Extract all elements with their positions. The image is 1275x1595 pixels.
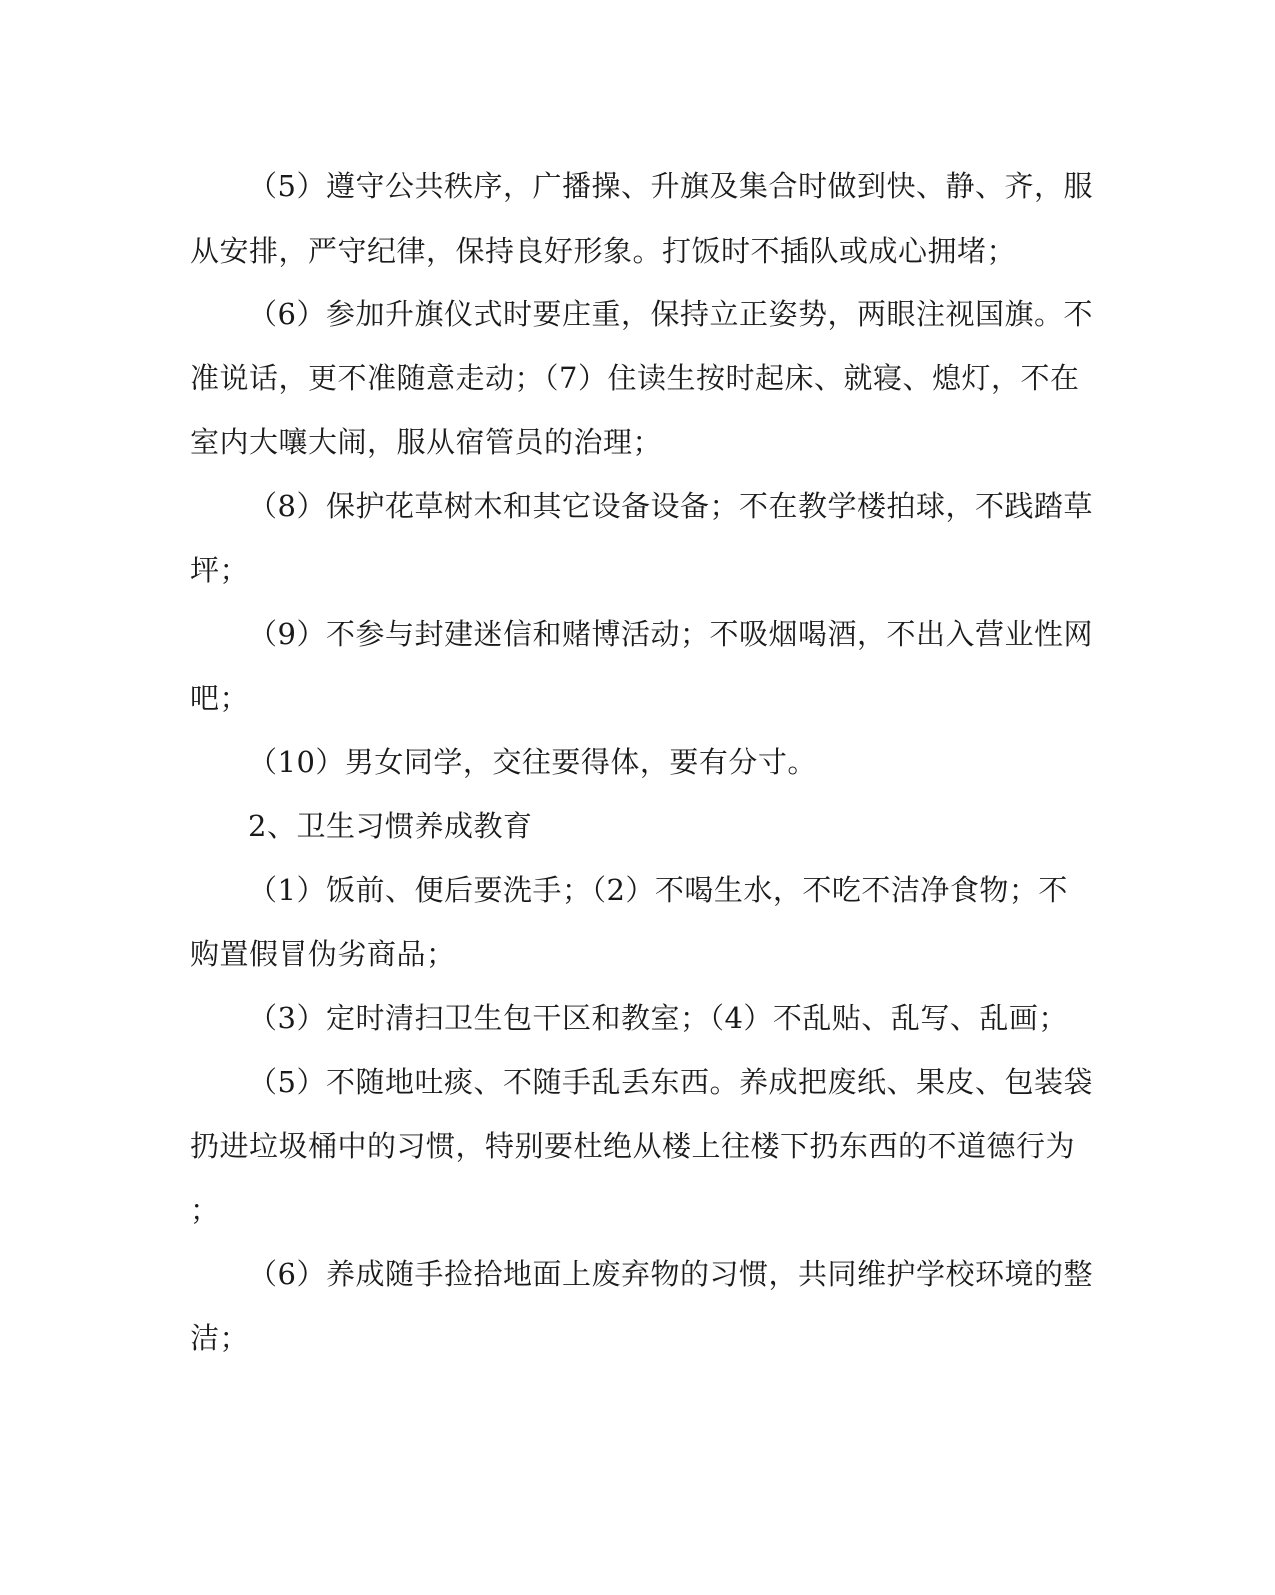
paragraph-line: （1）饭前、便后要洗手；（2）不喝生水，不吃不洁净食物；不: [248, 873, 1068, 907]
paragraph-line: （6）养成随手捡拾地面上废弃物的习惯，共同维护学校环境的整: [248, 1257, 1093, 1291]
paragraph-line: （10）男女同学，交往要得体，要有分寸。: [248, 745, 817, 779]
paragraph-line: （5）不随地吐痰、不随手乱丢东西。养成把废纸、果皮、包装袋: [248, 1065, 1093, 1099]
paragraph-line: （5）遵守公共秩序，广播操、升旗及集合时做到快、静、齐，服: [248, 169, 1093, 203]
paragraph-line: 购置假冒伪劣商品；: [190, 937, 456, 971]
paragraph-line: 扔进垃圾桶中的习惯，特别要杜绝从楼上往楼下扔东西的不道德行为: [190, 1129, 1076, 1163]
paragraph-line: （3）定时清扫卫生包干区和教室；（4）不乱贴、乱写、乱画；: [248, 1001, 1068, 1035]
paragraph-line: 洁；: [190, 1321, 250, 1355]
paragraph-line: 坪；: [190, 553, 250, 587]
paragraph-line: 准说话，更不准随意走动；（7）住读生按时起床、就寝、熄灯，不在: [190, 361, 1080, 395]
paragraph-line: （8）保护花草树木和其它设备设备；不在教学楼拍球，不践踏草: [248, 489, 1093, 523]
paragraph-line: （6）参加升旗仪式时要庄重，保持立正姿势，两眼注视国旗。不: [248, 297, 1093, 331]
paragraph-line: 室内大嚷大闹，服从宿管员的治理；: [190, 425, 663, 459]
paragraph-line: 吧；: [190, 681, 250, 715]
paragraph-line: （9）不参与封建迷信和赌博活动；不吸烟喝酒，不出入营业性网: [248, 617, 1093, 651]
section-heading: 2、卫生习惯养成教育: [248, 809, 533, 843]
paragraph-line: ；: [190, 1193, 220, 1227]
paragraph-line: 从安排，严守纪律，保持良好形象。打饭时不插队或成心拥堵；: [190, 234, 1017, 268]
